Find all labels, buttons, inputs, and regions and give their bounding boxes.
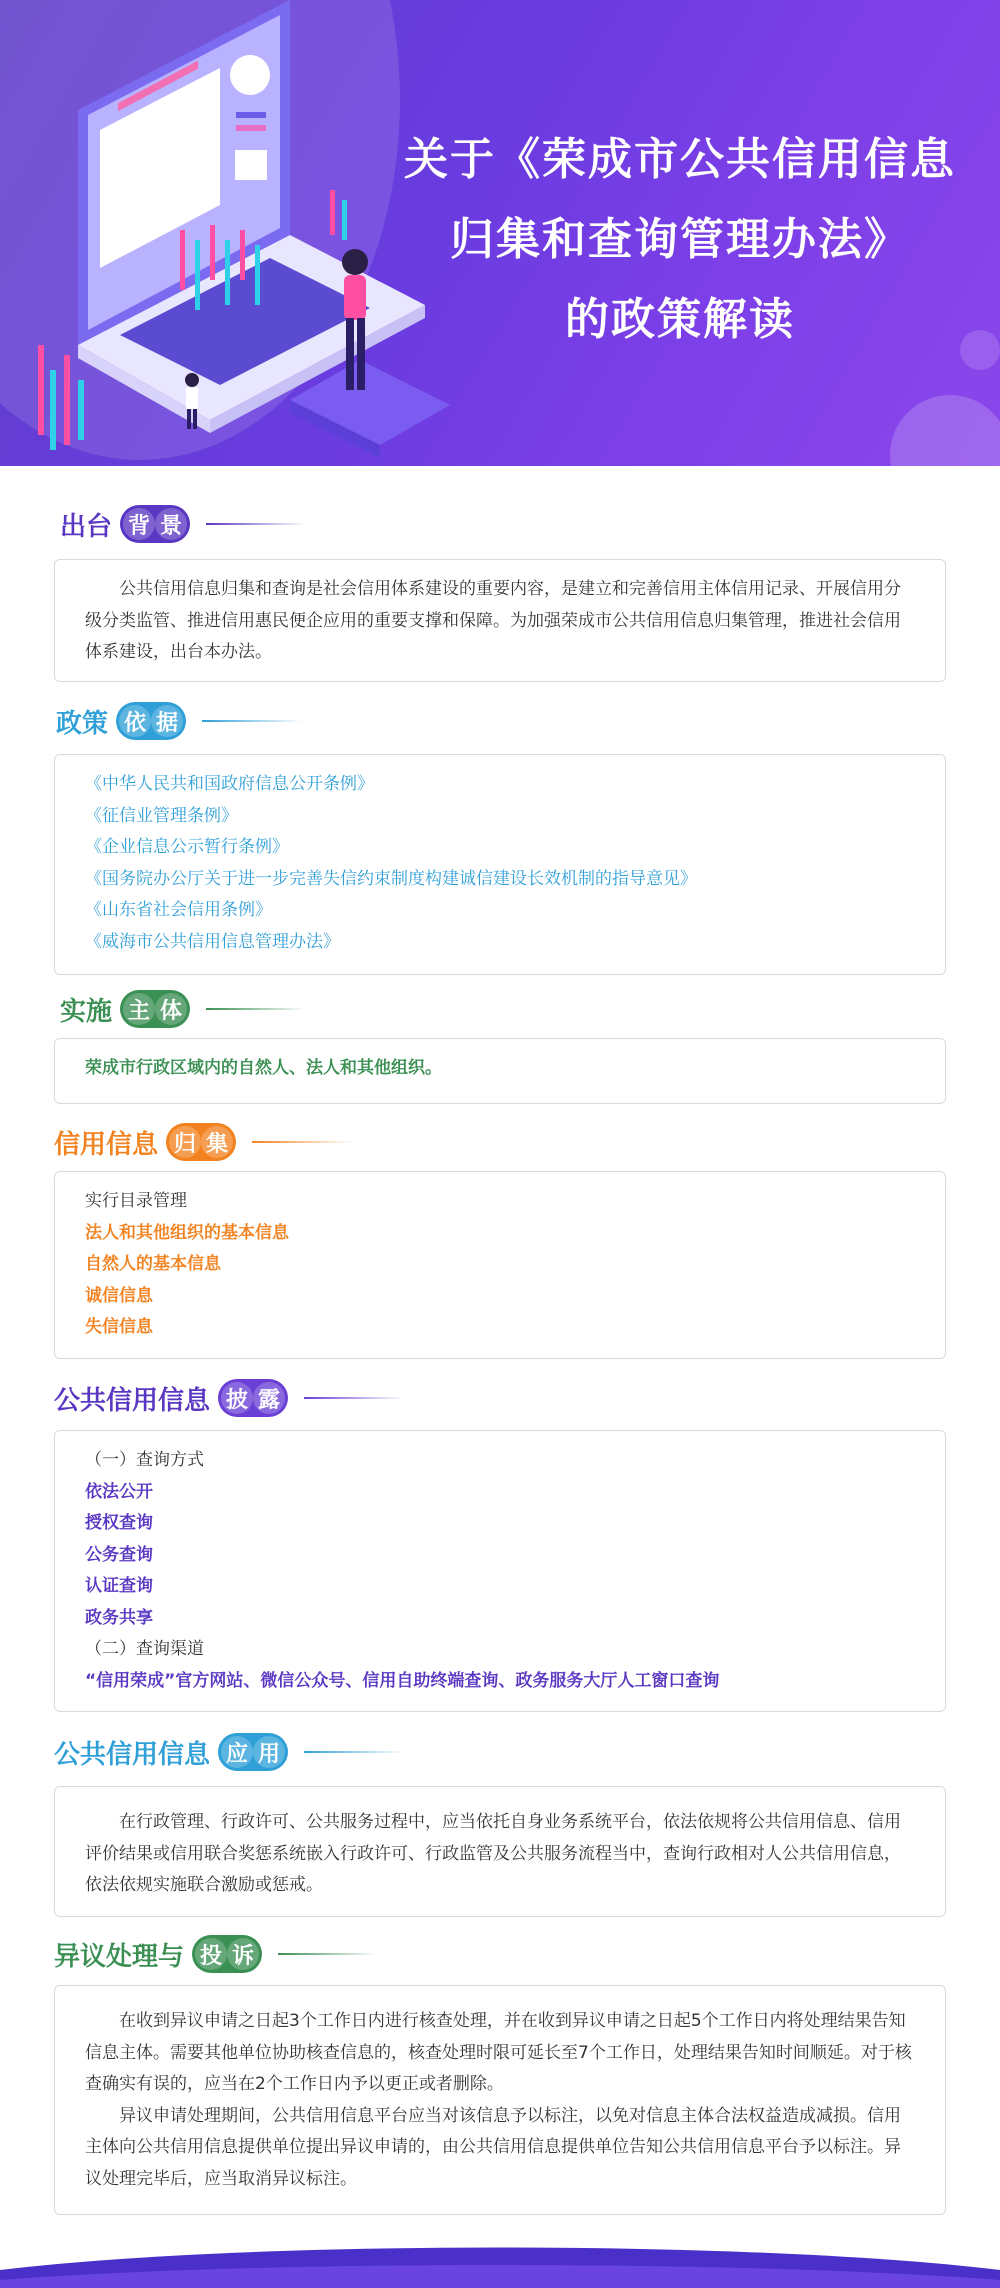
chip-char: 背 <box>123 508 155 540</box>
header-banner <box>0 0 1000 466</box>
section-divider <box>304 1751 404 1753</box>
collection-item: 诚信信息 <box>85 1285 153 1306</box>
objection-paragraph-1: 在收到异议申请之日起3个工作日内进行核查处理，并在收到异议申请之日起5个工作日内将处理结果告知信息主体。需要其他单位协助核查信息的，核查处理时限可延长至7个工作日，处理结果告知时间顺延。对于核查确实有误的，应当在2个工作日内予以更正或者删除。 <box>85 2011 912 2094</box>
application-text: 在行政管理、行政许可、公共服务过程中，应当依托自身业务系统平台，依法依规将公共信用信息、信用评价结果或信用联合奖惩系统嵌入行政许可、行政监管及公共服务流程当中，查询行政相对人公共信用信息，依法依规实施联合激励或惩戒。 <box>85 1812 901 1895</box>
chip-char: 依 <box>119 705 151 737</box>
basis-card <box>54 754 946 975</box>
section-divider <box>206 523 306 525</box>
title-line-2: 归集和查询管理办法》 <box>450 214 910 265</box>
collection-item: 失信信息 <box>85 1317 153 1337</box>
subject-text: 荣成市行政区域内的自然人、法人和其他组织。 <box>85 1058 442 1078</box>
section-divider <box>206 1008 306 1010</box>
chip-char: 据 <box>151 705 183 737</box>
query-method-item: 依法公开 <box>85 1481 153 1502</box>
section-header-collection <box>54 1123 352 1161</box>
section-chip <box>120 505 190 543</box>
section-title: 政策 <box>56 708 109 739</box>
background-card <box>54 559 946 682</box>
disclosure-card <box>54 1430 946 1712</box>
section-title: 公共信用信息 <box>54 1385 211 1416</box>
section-chip <box>116 702 186 740</box>
collection-card <box>54 1171 946 1359</box>
section-chip <box>218 1733 288 1771</box>
page-title <box>380 120 980 360</box>
application-card <box>54 1786 946 1917</box>
background-text: 公共信用信息归集和查询是社会信用体系建设的重要内容，是建立和完善信用主体信用记录、开展信用分级分类监管、推进信用惠民便企应用的重要支撑和保障。为加强荣成市公共信用信息归集管理，推进社会信用体系建设，出台本办法。 <box>85 579 901 662</box>
section-chip <box>218 1379 288 1417</box>
section-title: 公共信用信息 <box>54 1739 211 1770</box>
section-divider <box>278 1953 378 1955</box>
basis-item: 《山东省社会信用条例》 <box>85 900 272 920</box>
footer-wave-decoration <box>0 2230 1000 2288</box>
chip-char: 体 <box>155 993 187 1025</box>
section-title: 信用信息 <box>54 1129 159 1160</box>
chip-char: 诉 <box>227 1938 259 1970</box>
section-divider <box>304 1397 404 1399</box>
chip-char: 归 <box>169 1126 201 1158</box>
section-title: 实施 <box>60 996 113 1027</box>
section-title: 出台 <box>60 511 113 542</box>
query-channel-text: “信用荣成”官方网站、微信公众号、信用自助终端查询、政务服务大厅人工窗口查询 <box>85 1670 720 1691</box>
chip-char: 露 <box>253 1382 285 1414</box>
objection-card <box>54 1985 946 2215</box>
query-method-item: 公务查询 <box>85 1544 153 1565</box>
basis-item: 《中华人民共和国政府信息公开条例》 <box>85 774 374 794</box>
section-header-objection <box>54 1935 378 1973</box>
query-method-item: 授权查询 <box>85 1513 153 1533</box>
collection-item: 法人和其他组织的基本信息 <box>85 1222 289 1243</box>
query-method-item: 认证查询 <box>85 1576 153 1596</box>
banner-circle-decoration <box>890 395 1000 466</box>
collection-item: 自然人的基本信息 <box>85 1254 221 1274</box>
chip-char: 应 <box>221 1736 253 1768</box>
objection-paragraph-2: 异议申请处理期间，公共信用信息平台应当对该信息予以标注，以免对信息主体合法权益造成减损。信用主体向公共信用信息提供单位提出异议申请的，由公共信用信息提供单位告知公共信用信息平台予以标注。异议处理完毕后，应当取消异议标注。 <box>85 2105 901 2189</box>
basis-item: 《国务院办公厅关于进一步完善失信约束制度构建诚信建设长效机制的指导意见》 <box>85 868 697 889</box>
basis-item: 《企业信息公示暂行条例》 <box>85 837 289 857</box>
query-method-heading: （一）查询方式 <box>85 1450 204 1470</box>
section-header-basis <box>56 702 302 740</box>
subject-card <box>54 1038 946 1104</box>
basis-item: 《威海市公共信用信息管理办法》 <box>85 931 340 952</box>
section-title: 异议处理与 <box>54 1941 185 1972</box>
chip-char: 集 <box>201 1126 233 1158</box>
title-line-3: 的政策解读 <box>565 294 795 345</box>
chip-char: 主 <box>123 993 155 1025</box>
chip-char: 披 <box>221 1382 253 1414</box>
section-chip <box>166 1123 236 1161</box>
chip-char: 景 <box>155 508 187 540</box>
collection-intro: 实行目录管理 <box>85 1191 187 1211</box>
chip-char: 投 <box>195 1938 227 1970</box>
chip-char: 用 <box>253 1736 285 1768</box>
section-header-application <box>54 1733 404 1771</box>
section-header-background <box>60 505 306 543</box>
section-chip <box>192 1935 262 1973</box>
section-chip <box>120 990 190 1028</box>
section-divider <box>252 1141 352 1143</box>
section-header-disclosure <box>54 1379 404 1417</box>
title-line-1: 关于《荣成市公共信用信息 <box>404 134 956 185</box>
query-channel-heading: （二）查询渠道 <box>85 1639 204 1659</box>
basis-item: 《征信业管理条例》 <box>85 805 238 826</box>
section-header-subject <box>60 990 306 1028</box>
query-method-item: 政务共享 <box>85 1607 153 1628</box>
section-divider <box>202 720 302 722</box>
